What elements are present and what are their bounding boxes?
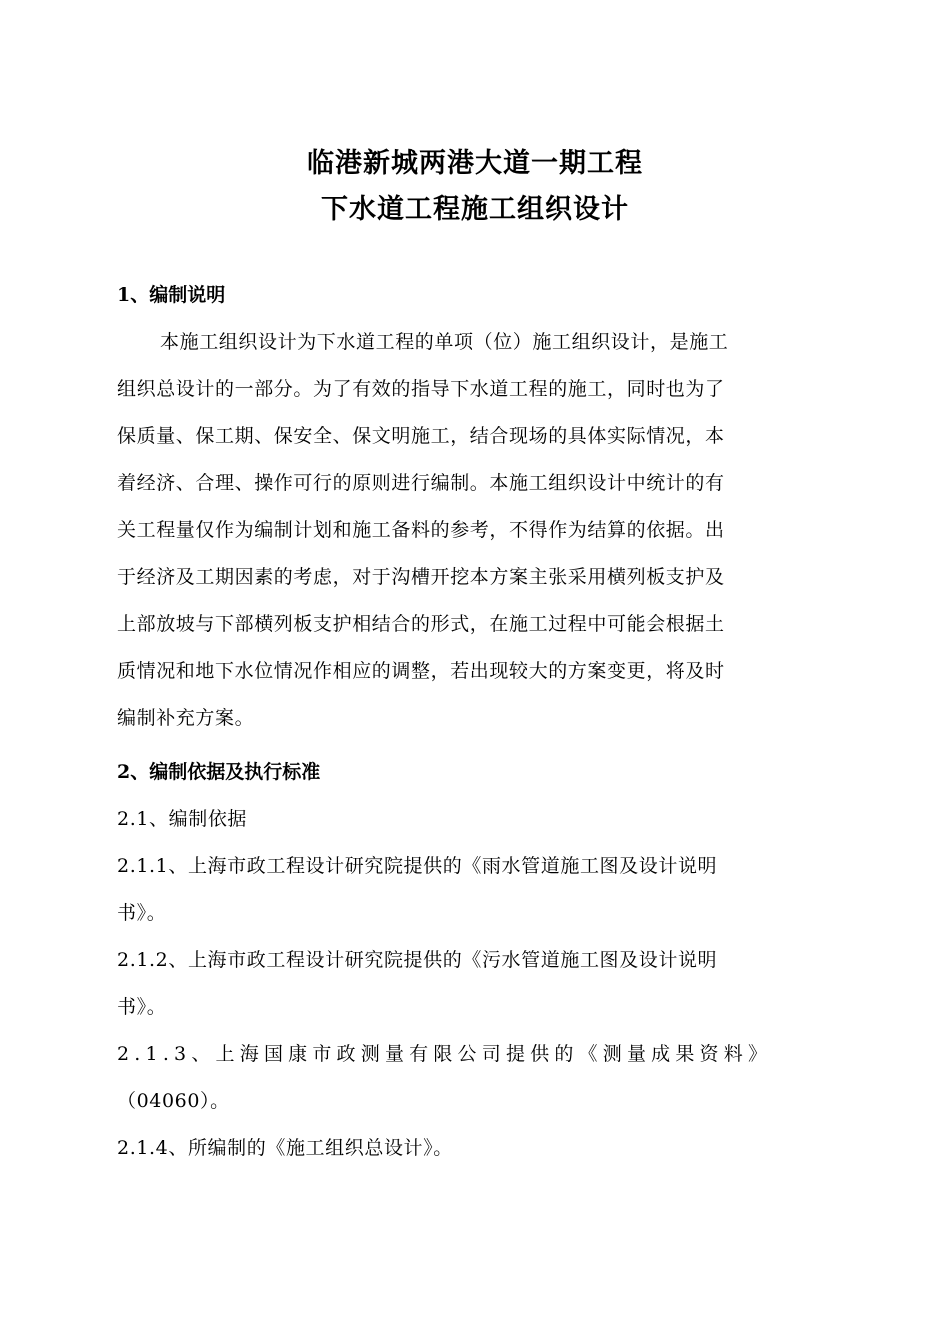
section1-paragraph-line: 于经济及工期因素的考虑，对于沟槽开挖本方案主张采用横列板支护及 (117, 566, 725, 588)
section1-paragraph-line: 组织总设计的一部分。为了有效的指导下水道工程的施工，同时也为了 (117, 378, 725, 400)
section1-paragraph-line: 编制补充方案。 (117, 707, 255, 729)
section1-paragraph-line: 着经济、合理、操作可行的原则进行编制。本施工组织设计中统计的有 (117, 472, 725, 494)
section1-paragraph-line: 质情况和地下水位情况作相应的调整，若出现较大的方案变更，将及时 (117, 660, 725, 682)
document-title-line1: 临港新城两港大道一期工程 (307, 148, 643, 179)
item-2-1-3-line2: （04060）。 (117, 1090, 230, 1112)
item-2-1-2-line1: 2.1.2、上海市政工程设计研究院提供的《污水管道施工图及设计说明 (117, 949, 718, 971)
item-2-1-1-line2: 书》。 (117, 902, 167, 924)
section1-heading: 1、编制说明 (117, 284, 226, 306)
item-2-1-4: 2.1.4、所编制的《施工组织总设计》。 (117, 1137, 453, 1159)
section1-paragraph-line: 保质量、保工期、保安全、保文明施工，结合现场的具体实际情况，本 (117, 425, 725, 447)
document-title-line2: 下水道工程施工组织设计 (321, 194, 629, 225)
subsection-2-1-heading: 2.1、编制依据 (117, 808, 248, 830)
item-2-1-3-line1: 2.1.3、上海国康市政测量有限公司提供的《测量成果资料》 (117, 1043, 773, 1065)
item-2-1-1-line1: 2.1.1、上海市政工程设计研究院提供的《雨水管道施工图及设计说明 (117, 855, 718, 877)
item-2-1-2-line2: 书》。 (117, 996, 167, 1018)
section1-paragraph-line: 关工程量仅作为编制计划和施工备料的参考，不得作为结算的依据。出 (117, 519, 725, 541)
section2-heading: 2、编制依据及执行标准 (117, 761, 321, 783)
section1-paragraph-line: 本施工组织设计为下水道工程的单项（位）施工组织设计，是施工 (160, 331, 729, 353)
section1-paragraph-line: 上部放坡与下部横列板支护相结合的形式，在施工过程中可能会根据土 (117, 613, 725, 635)
